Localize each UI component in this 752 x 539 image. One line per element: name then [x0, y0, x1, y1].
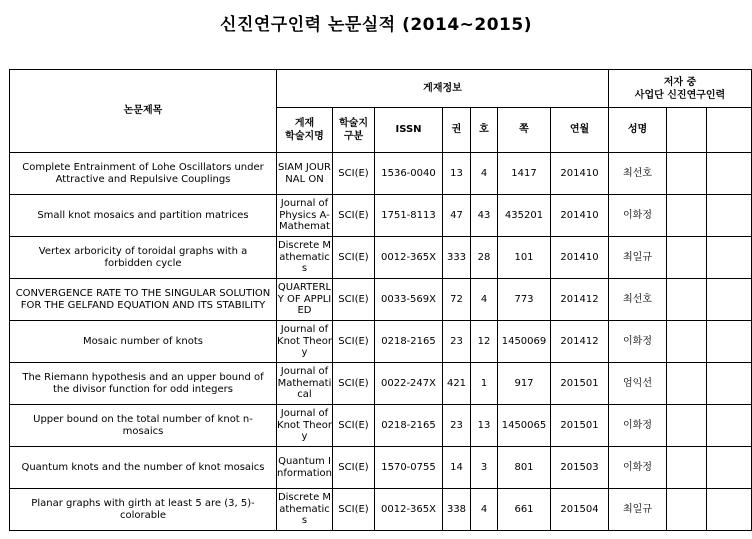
author-name-cell: 엄익선: [609, 363, 667, 405]
author-name-cell: 이화정: [609, 321, 667, 363]
header-category-line1: 학술지: [339, 118, 368, 129]
empty-outer-cell: [707, 237, 752, 279]
empty-outer-cell: [707, 279, 752, 321]
empty-outer-cell: [707, 447, 752, 489]
issn-cell: 0218-2165: [375, 321, 443, 363]
author-name-cell: 이화정: [609, 405, 667, 447]
volume-cell: 333: [443, 237, 471, 279]
empty-cell: [667, 447, 707, 489]
empty-cell: [667, 363, 707, 405]
paper-title-cell: Planar graphs with girth at least 5 are (3, 5)-colorable: [10, 489, 277, 531]
page-cell: 773: [498, 279, 551, 321]
empty-cell: [667, 279, 707, 321]
issue-cell: 13: [471, 405, 498, 447]
category-cell: SCI(E): [333, 279, 375, 321]
paper-title-cell: Vertex arboricity of toroidal graphs with a forbidden cycle: [10, 237, 277, 279]
header-category-line2: 구분: [343, 131, 364, 142]
journal-cell: Discrete Mathematics: [277, 489, 333, 531]
date-cell: 201501: [551, 405, 609, 447]
category-cell: SCI(E): [333, 405, 375, 447]
journal-cell: Journal of Knot Theory: [277, 321, 333, 363]
author-name-cell: 최선호: [609, 153, 667, 195]
paper-title-cell: CONVERGENCE RATE TO THE SINGULAR SOLUTION FOR THE GELFAND EQUATION AND ITS STABILITY: [10, 279, 277, 321]
table-row: [10, 279, 752, 321]
date-cell: 201410: [551, 237, 609, 279]
page-cell: 101: [498, 237, 551, 279]
table-row: [10, 321, 752, 363]
header-empty-outer: [707, 108, 752, 153]
empty-outer-cell: [707, 405, 752, 447]
table-row: [10, 405, 752, 447]
issn-cell: 0022-247X: [375, 363, 443, 405]
volume-cell: 338: [443, 489, 471, 531]
journal-cell: SIAM JOURNAL ON: [277, 153, 333, 195]
page-title: 신진연구인력 논문실적 (2014~2015): [220, 15, 532, 35]
table-row: [10, 489, 752, 531]
table-row: [10, 195, 752, 237]
category-cell: SCI(E): [333, 195, 375, 237]
journal-cell: Journal of Mathematical: [277, 363, 333, 405]
empty-cell: [667, 321, 707, 363]
journal-cell: Discrete Mathematics: [277, 237, 333, 279]
volume-cell: 13: [443, 153, 471, 195]
paper-title-cell: Upper bound on the total number of knot n-mosaics: [10, 405, 277, 447]
author-name-cell: 최일규: [609, 489, 667, 531]
header-category: [333, 108, 375, 153]
issue-cell: 28: [471, 237, 498, 279]
paper-title-cell: Small knot mosaics and partition matrices: [10, 195, 277, 237]
issue-cell: 4: [471, 279, 498, 321]
page-cell: 1450069: [498, 321, 551, 363]
page-cell: 801: [498, 447, 551, 489]
table-row: [10, 363, 752, 405]
issn-cell: 1751-8113: [375, 195, 443, 237]
category-cell: SCI(E): [333, 489, 375, 531]
author-name-cell: 이화정: [609, 447, 667, 489]
empty-outer-cell: [707, 321, 752, 363]
issue-cell: 1: [471, 363, 498, 405]
empty-outer-cell: [707, 489, 752, 531]
issn-cell: 1536-0040: [375, 153, 443, 195]
category-cell: SCI(E): [333, 447, 375, 489]
category-cell: SCI(E): [333, 153, 375, 195]
paper-title-cell: Mosaic number of knots: [10, 321, 277, 363]
issue-cell: 43: [471, 195, 498, 237]
issue-cell: 3: [471, 447, 498, 489]
page-cell: 661: [498, 489, 551, 531]
header-author-group-line2: 사업단 신진연구인력: [634, 89, 726, 101]
issn-cell: 1570-0755: [375, 447, 443, 489]
header-journal: [277, 108, 333, 153]
table-row: [10, 447, 752, 489]
issn-cell: 0012-365X: [375, 237, 443, 279]
empty-outer-cell: [707, 195, 752, 237]
category-cell: SCI(E): [333, 363, 375, 405]
journal-cell: Journal of Knot Theory: [277, 405, 333, 447]
header-journal-line1: 게재: [294, 118, 315, 129]
header-page: 쪽: [498, 108, 551, 153]
paper-title-cell: Quantum knots and the number of knot mosaics: [10, 447, 277, 489]
journal-cell: Journal of Physics A-Mathemat: [277, 195, 333, 237]
header-author-group-line1: 저자 중: [663, 76, 697, 88]
volume-cell: 23: [443, 321, 471, 363]
volume-cell: 72: [443, 279, 471, 321]
date-cell: 201503: [551, 447, 609, 489]
issn-cell: 0012-365X: [375, 489, 443, 531]
paper-title-cell: Complete Entrainment of Lohe Oscillators under Attractive and Repulsive Couplings: [10, 153, 277, 195]
date-cell: 201412: [551, 279, 609, 321]
author-name-cell: 이화정: [609, 195, 667, 237]
issn-cell: 0218-2165: [375, 405, 443, 447]
volume-cell: 23: [443, 405, 471, 447]
paper-title-cell: The Riemann hypothesis and an upper bound of the divisor function for odd integers: [10, 363, 277, 405]
journal-cell: Quantum Information: [277, 447, 333, 489]
header-issn: ISSN: [375, 108, 443, 153]
header-publication-info: 게재정보: [277, 70, 609, 108]
date-cell: 201410: [551, 195, 609, 237]
author-name-cell: 최일규: [609, 237, 667, 279]
issue-cell: 4: [471, 153, 498, 195]
empty-cell: [667, 195, 707, 237]
table-row: [10, 237, 752, 279]
header-year-month: 연월: [551, 108, 609, 153]
publications-table: [9, 69, 752, 531]
table-row: [10, 153, 752, 195]
page-cell: 435201: [498, 195, 551, 237]
journal-cell: QUARTERLY OF APPLIED: [277, 279, 333, 321]
date-cell: 201412: [551, 321, 609, 363]
page-cell: 1450065: [498, 405, 551, 447]
header-name: 성명: [609, 108, 667, 153]
page-cell: 917: [498, 363, 551, 405]
volume-cell: 14: [443, 447, 471, 489]
category-cell: SCI(E): [333, 321, 375, 363]
issn-cell: 0033-569X: [375, 279, 443, 321]
header-journal-line2: 학술지명: [285, 131, 324, 142]
volume-cell: 421: [443, 363, 471, 405]
empty-cell: [667, 405, 707, 447]
empty-cell: [667, 237, 707, 279]
date-cell: 201504: [551, 489, 609, 531]
issue-cell: 4: [471, 489, 498, 531]
category-cell: SCI(E): [333, 237, 375, 279]
empty-outer-cell: [707, 153, 752, 195]
empty-outer-cell: [707, 363, 752, 405]
author-name-cell: 최선호: [609, 279, 667, 321]
date-cell: 201501: [551, 363, 609, 405]
header-paper-title: 논문제목: [10, 70, 277, 153]
empty-cell: [667, 489, 707, 531]
date-cell: 201410: [551, 153, 609, 195]
page-cell: 1417: [498, 153, 551, 195]
header-author-group: [609, 70, 752, 108]
header-volume: 권: [443, 108, 471, 153]
issue-cell: 12: [471, 321, 498, 363]
header-empty-cell: [667, 108, 707, 153]
volume-cell: 47: [443, 195, 471, 237]
empty-cell: [667, 153, 707, 195]
header-issue: 호: [471, 108, 498, 153]
